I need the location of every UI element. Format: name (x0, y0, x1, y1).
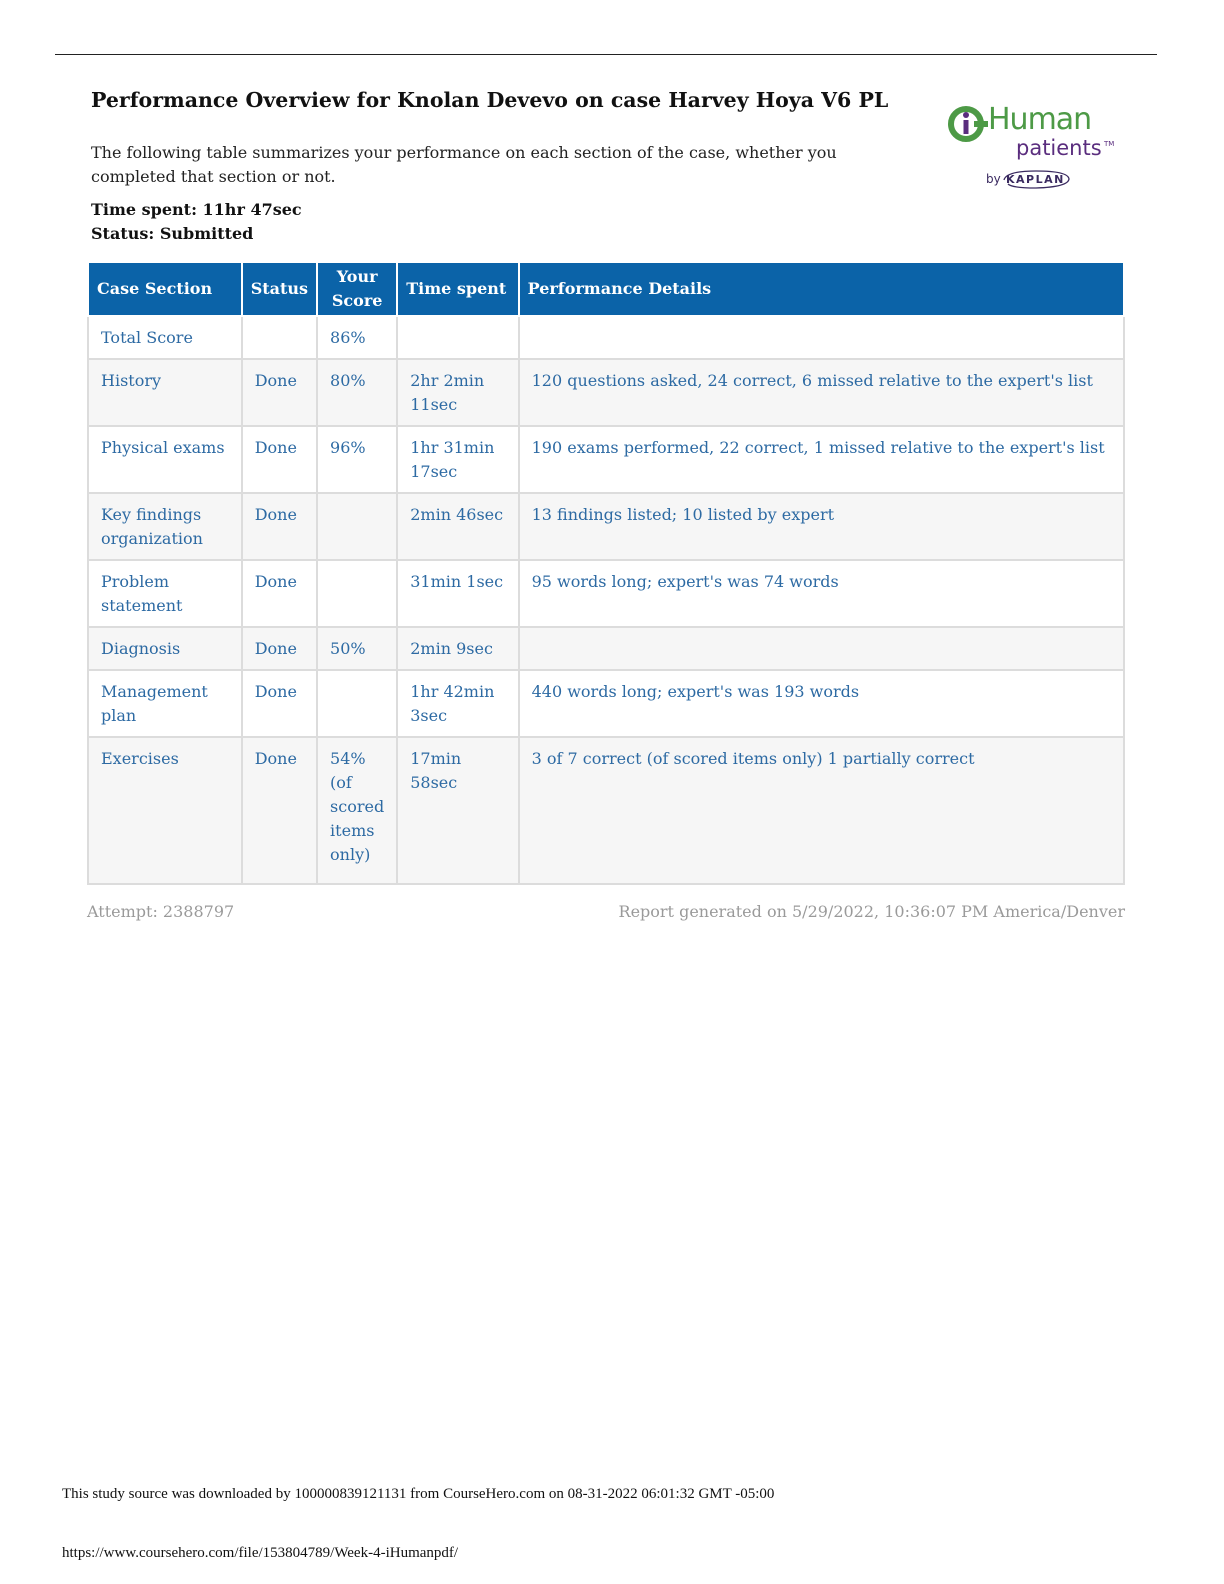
cell-section: Diagnosis (88, 627, 242, 670)
cell-status: Done (242, 737, 317, 884)
cell-details: 3 of 7 correct (of scored items only) 1 partially correct (519, 737, 1124, 884)
table-row (88, 493, 1124, 560)
cell-score: 96% (317, 426, 397, 493)
cell-score: 80% (317, 359, 397, 426)
submission-status: Status: Submitted (91, 224, 254, 243)
cell-details: 95 words long; expert's was 74 words (519, 560, 1124, 627)
cell-details: 120 questions asked, 24 correct, 6 missed relative to the expert's list (519, 359, 1124, 426)
column-header-status: Status (242, 262, 317, 316)
column-header-performance-details: Performance Details (519, 262, 1124, 316)
logo-patients-text: patients (1016, 136, 1102, 160)
cell-details (519, 316, 1124, 359)
cell-status: Done (242, 359, 317, 426)
table-row (88, 737, 1124, 884)
cell-section: Problem statement (88, 560, 242, 627)
summary-meta (91, 198, 302, 246)
cell-details (519, 627, 1124, 670)
cell-section: History (88, 359, 242, 426)
column-header-time-spent: Time spent (397, 262, 518, 316)
cell-section: Management plan (88, 670, 242, 737)
table-row (88, 560, 1124, 627)
cell-status: Done (242, 670, 317, 737)
cell-time: 1hr 42min 3sec (397, 670, 518, 737)
cell-score: 86% (317, 316, 397, 359)
intro-text: The following table summarizes your performance on each section of the case, whether you completed that section or not. (91, 143, 837, 186)
cell-section: Total Score (88, 316, 242, 359)
cell-score (317, 493, 397, 560)
column-header-case-section: Case Section (88, 262, 242, 316)
table-row (88, 359, 1124, 426)
report-generated-timestamp: Report generated on 5/29/2022, 10:36:07 PM America/Denver (618, 902, 1125, 921)
table-row (88, 670, 1124, 737)
cell-details: 13 findings listed; 10 listed by expert (519, 493, 1124, 560)
cell-time: 1hr 31min 17sec (397, 426, 518, 493)
column-header-your-score: Your Score (317, 262, 397, 316)
cell-time: 17min 58sec (397, 737, 518, 884)
table-header-row (88, 262, 1124, 316)
cell-status: Done (242, 627, 317, 670)
ihuman-patients-logo (944, 100, 1124, 200)
logo-kaplan-text: KAPLAN (1006, 173, 1065, 186)
cell-status: Done (242, 560, 317, 627)
cell-details: 190 exams performed, 22 correct, 1 missed relative to the expert's list (519, 426, 1124, 493)
cell-time (397, 316, 518, 359)
top-divider (55, 54, 1157, 55)
table-row (88, 627, 1124, 670)
cell-score (317, 560, 397, 627)
logo-human-text: Human (988, 102, 1092, 137)
cell-section: Exercises (88, 737, 242, 884)
attempt-id: Attempt: 2388797 (87, 902, 235, 921)
cell-status: Done (242, 493, 317, 560)
cell-score (317, 670, 397, 737)
cell-details: 440 words long; expert's was 193 words (519, 670, 1124, 737)
download-source-note: This study source was downloaded by 100000839121131 from CourseHero.com on 08-31-2022 06:01:32 GMT -05:00 (62, 1486, 775, 1502)
page-title: Performance Overview for Knolan Devevo on case Harvey Hoya V6 PL (91, 88, 889, 112)
cell-time: 2min 9sec (397, 627, 518, 670)
total-time-spent: Time spent: 11hr 47sec (91, 200, 302, 219)
cell-time: 2hr 2min 11sec (397, 359, 518, 426)
table-row (88, 316, 1124, 359)
cell-score: 54% (of scored items only) (317, 737, 397, 884)
cell-time: 2min 46sec (397, 493, 518, 560)
cell-time: 31min 1sec (397, 560, 518, 627)
cell-score: 50% (317, 627, 397, 670)
source-url: https://www.coursehero.com/file/153804789/Week-4-iHumanpdf/ (62, 1545, 459, 1561)
logo-trademark: TM (1104, 140, 1115, 148)
cell-section: Key findings organization (88, 493, 242, 560)
table-row (88, 426, 1124, 493)
logo-by-text: by (986, 172, 1001, 186)
performance-table (87, 261, 1125, 885)
cell-status: Done (242, 426, 317, 493)
cell-section: Physical exams (88, 426, 242, 493)
cell-status (242, 316, 317, 359)
ihuman-i-icon (948, 106, 992, 146)
